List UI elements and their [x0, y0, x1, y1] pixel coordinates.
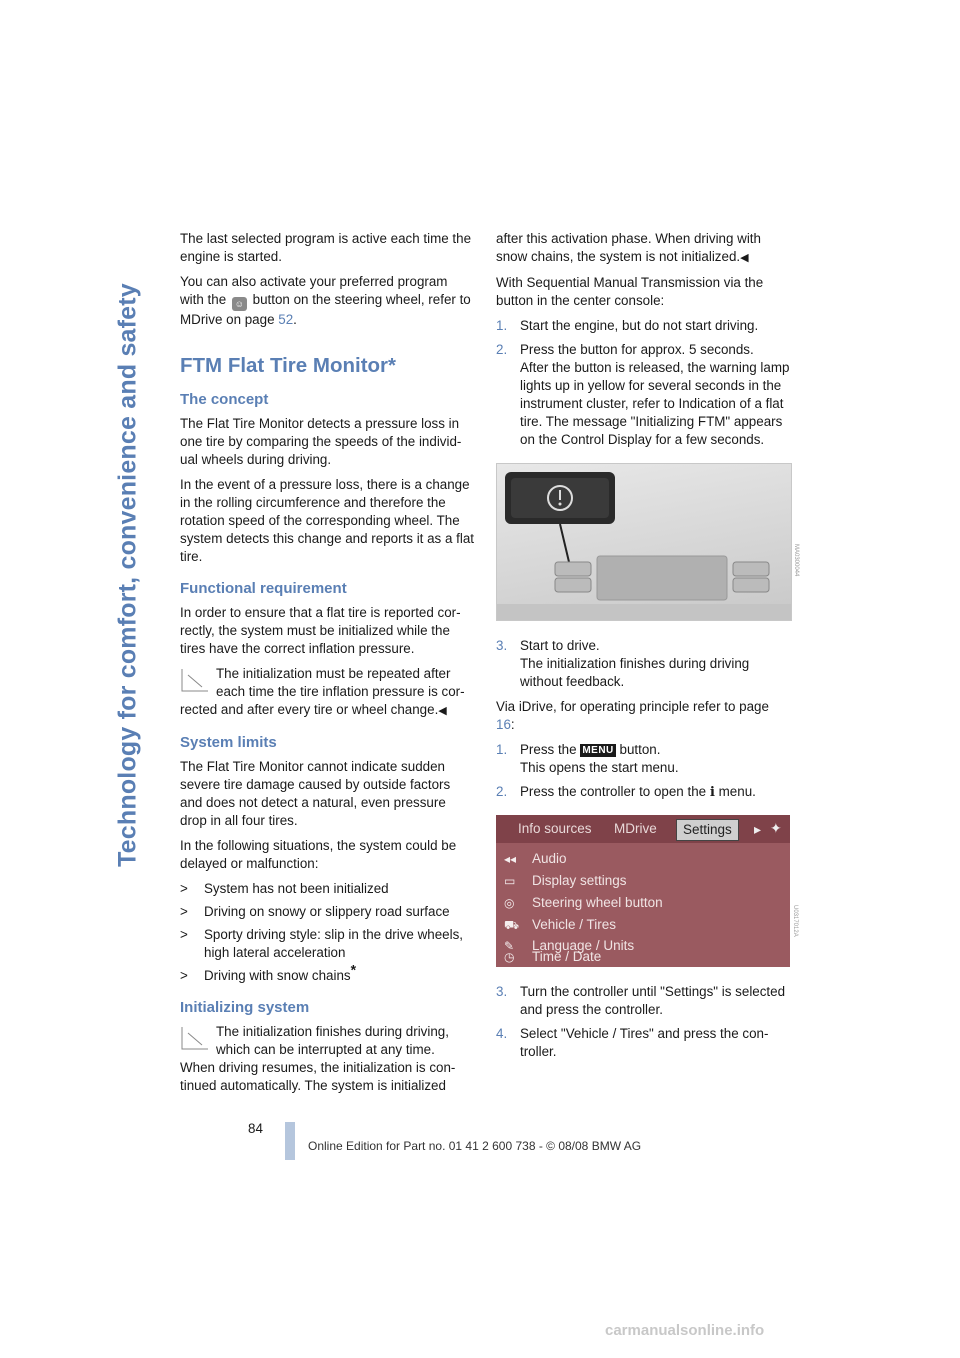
end-mark-icon: ◀: [438, 705, 447, 717]
step-list: [496, 637, 790, 691]
footer-accent-bar: [285, 1122, 295, 1160]
footer-edition-text: Online Edition for Part no. 01 41 2 600 738 - © 08/08 BMW AG: [308, 1139, 642, 1153]
section-heading-ftm: FTM Flat Tire Monitor*: [180, 354, 397, 377]
paragraph: With Sequential Manual Transmission via the button in the center console:: [496, 275, 764, 308]
paragraph: In the following situations, the system could be delayed or malfunction:: [180, 838, 457, 871]
note-block: The initialization must be repeated after each time the tire inflation pressure is cor- rected and after every tire or wheel change.◀: [180, 666, 465, 717]
idrive-menu-screenshot: [496, 815, 798, 967]
watermark: carmanualsonline.info: [605, 1322, 765, 1339]
sidebar-title-text: Technology for comfort, convenience and safety: [113, 283, 142, 867]
audio-icon: ◂◂: [504, 852, 517, 866]
menu-item-audio[interactable]: ◂◂ Audio: [504, 849, 567, 869]
paragraph: In the event of a pressure loss, there is a change in the rolling circumference and therefore the rotation speed of the corresponding wheel. The system detects this change and reports it as a flat tire.: [180, 477, 474, 564]
menu-item-display-settings[interactable]: ▭ Display settings: [504, 871, 627, 891]
page-link[interactable]: 16: [496, 717, 511, 732]
vehicle-icon: ⛟: [504, 918, 520, 932]
list-item: > Driving with snow chains*: [180, 961, 357, 983]
subheading-concept: The concept: [180, 391, 269, 408]
list-item: 3. Turn the controller until "Settings" is selected and press the controller.: [496, 984, 786, 1017]
list-item: 2. Press the button for approx. 5 seconds. After the button is released, the warning lamp lights up in yellow for several seconds in the instrument cluster, refer to Indication of a flat tire. The message "Initializing FTM" appears on the Control Display for a few seconds.: [496, 342, 790, 447]
arrow-right-icon: ▸: [754, 821, 762, 837]
center-console-figure: [496, 463, 799, 621]
info-icon: i: [709, 784, 715, 800]
tab-settings[interactable]: Settings: [676, 819, 739, 841]
paragraph: The last selected program is active each time the engine is started.: [180, 231, 472, 264]
list-item: > System has not been initialized: [180, 881, 389, 896]
mdrive-button-icon: ☺: [232, 297, 247, 311]
menu-item-steering-wheel-button[interactable]: ◎ Steering wheel button: [504, 893, 663, 913]
display-icon: ▭: [504, 874, 516, 888]
subheading-initializing-system: Initializing system: [180, 999, 310, 1016]
menu-item-language-units[interactable]: ✎ Language / Units: [504, 936, 634, 956]
end-mark-icon: ◀: [740, 252, 749, 264]
list-item: 1. Press the MENU button. This opens the start menu.: [496, 742, 679, 775]
console-illustration: [497, 464, 791, 620]
sidebar-title: [98, 230, 158, 920]
subheading-system-limits: System limits: [180, 734, 277, 751]
note-block: The initialization finishes during driving, which can be interrupted at any time. When driving resumes, the initialization is con-tinued automatically. The system is initialized: [180, 1024, 456, 1093]
note-triangle-icon: [180, 1025, 210, 1051]
paragraph: You can also activate your preferred program with the ☺ button on the steering wheel, refer to MDrive on page 52.: [180, 274, 471, 327]
paragraph: Via iDrive, for operating principle refer to page 16:: [496, 699, 769, 732]
bullet-list: [180, 880, 474, 985]
tab-mdrive[interactable]: MDrive: [614, 821, 657, 836]
paragraph: In order to ensure that a flat tire is reported cor-rectly, the system must be initialized while the tires have the correct inflation pressure.: [180, 605, 461, 656]
paragraph: after this activation phase. When driving with snow chains, the system is not initialized.◀: [496, 231, 761, 264]
asterisk: *: [350, 961, 357, 978]
list-item: 2. Press the controller to open the i menu.: [496, 784, 756, 800]
clock-icon: ◷: [504, 950, 515, 964]
page-number: 84: [248, 1121, 263, 1136]
step-list: [496, 317, 790, 449]
list-item: 3. Start to drive. The initialization finishes during driving without feedback.: [496, 638, 750, 689]
note-triangle-icon: [180, 667, 210, 693]
step-list: [496, 741, 790, 801]
subheading-functional-requirement: Functional requirement: [180, 580, 347, 597]
figure-code: U0317012A: [792, 905, 798, 937]
list-item: 4. Select "Vehicle / Tires" and press the con-troller.: [496, 1026, 769, 1059]
page-link[interactable]: 52: [278, 312, 294, 327]
figure-code: MA0300044: [793, 544, 799, 577]
tab-info-sources[interactable]: Info sources: [518, 821, 592, 836]
menu-item-vehicle-tires[interactable]: ⛟ Vehicle / Tires: [504, 915, 616, 935]
list-item: 1. Start the engine, but do not start driving.: [496, 318, 759, 333]
menu-item-time-date[interactable]: ◷ Time / Date: [504, 947, 601, 967]
list-item: > Sporty driving style: slip in the drive wheels, high lateral acceleration: [180, 927, 463, 960]
steering-wheel-icon: ◎: [504, 896, 515, 910]
language-icon: ✎: [504, 939, 515, 953]
paragraph: The Flat Tire Monitor cannot indicate sudden severe tire damage caused by outside factors and does not detect a natural, even pressure drop in all four tires.: [180, 759, 451, 828]
step-list: [496, 983, 790, 1061]
left-column: [180, 230, 474, 1102]
paragraph: The Flat Tire Monitor detects a pressure loss in one tire by comparing the speeds of the individ-ual wheels during driving.: [180, 416, 462, 467]
right-column: [496, 230, 799, 1068]
list-item: > Driving on snowy or slippery road surface: [180, 904, 450, 919]
menu-button-icon: MENU: [582, 745, 614, 756]
controller-icon: ✦: [770, 820, 782, 836]
menu-tab-bar: [496, 815, 790, 843]
